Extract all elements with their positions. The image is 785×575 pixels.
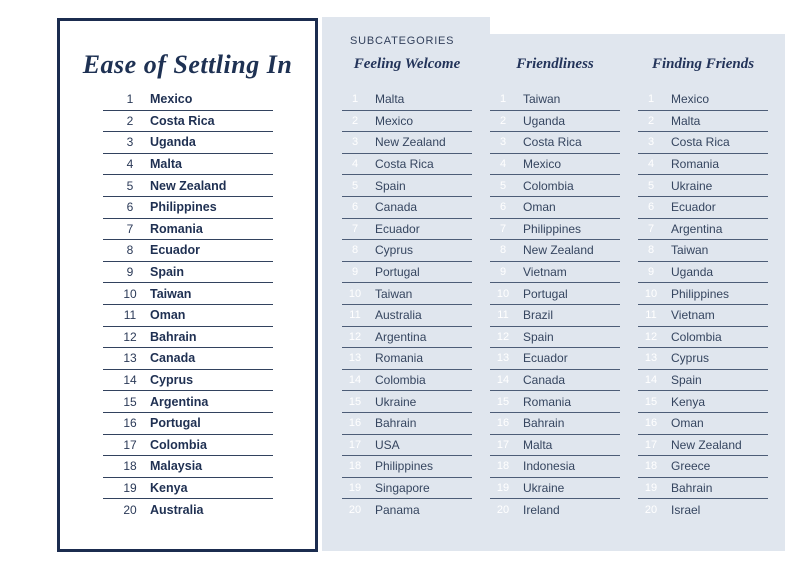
country-name: Bahrain: [671, 480, 713, 495]
country-name: Indonesia: [523, 459, 576, 474]
country-name: Taiwan: [523, 92, 561, 107]
ranking-row: [490, 327, 620, 349]
country-name: Philippines: [150, 200, 217, 215]
ranking-row: [342, 154, 472, 176]
ranking-row: [103, 175, 273, 197]
country-name: Malta: [150, 157, 182, 172]
country-name: Ecuador: [375, 221, 420, 236]
rank-number: 13: [123, 351, 137, 366]
ranking-row: [342, 240, 472, 262]
country-name: Oman: [671, 416, 704, 431]
ranking-row: [638, 435, 768, 457]
ranking-row: [490, 435, 620, 457]
country-name: Costa Rica: [671, 135, 730, 150]
ranking-row: [490, 370, 620, 392]
ranking-row: [342, 413, 472, 435]
subcategory-list-feeling-welcome: [342, 89, 472, 521]
rank-number: 20: [496, 504, 510, 517]
country-name: Philippines: [375, 459, 434, 474]
country-name: Ecuador: [150, 243, 201, 258]
ranking-row: [103, 197, 273, 219]
rank-number: 7: [351, 222, 359, 235]
ranking-row: [103, 478, 273, 500]
country-name: Uganda: [150, 135, 196, 150]
rank-number: 20: [348, 504, 362, 517]
ranking-row: [103, 370, 273, 392]
rank-number: 5: [351, 179, 359, 192]
rank-number: 1: [647, 93, 655, 106]
rank-number: 17: [644, 438, 658, 451]
rank-number: 1: [126, 92, 134, 107]
rank-number: 5: [647, 179, 655, 192]
country-name: Colombia: [671, 329, 722, 344]
rank-number: 13: [348, 352, 362, 365]
rank-number: 16: [496, 417, 510, 430]
country-name: New Zealand: [671, 437, 742, 452]
ranking-row: [103, 391, 273, 413]
ranking-row: [490, 478, 620, 500]
country-name: Romania: [523, 394, 572, 409]
rank-number: 7: [126, 221, 134, 236]
rank-number: 18: [123, 459, 137, 474]
rank-number: 4: [499, 158, 507, 171]
rank-number: 3: [499, 136, 507, 149]
rank-number: 16: [348, 417, 362, 430]
ranking-row: [103, 413, 273, 435]
ranking-row: [103, 305, 273, 327]
ranking-row: [638, 305, 768, 327]
country-name: Costa Rica: [375, 157, 434, 172]
country-name: Malta: [671, 113, 701, 128]
ranking-row: [103, 499, 273, 521]
rank-number: 12: [496, 330, 510, 343]
ranking-row: [638, 327, 768, 349]
country-name: Uganda: [523, 113, 566, 128]
ranking-row: [638, 391, 768, 413]
rank-number: 2: [126, 113, 134, 128]
ranking-row: [342, 197, 472, 219]
ranking-row: [342, 435, 472, 457]
rank-number: 9: [499, 266, 507, 279]
rank-number: 18: [644, 460, 658, 473]
ranking-row: [103, 111, 273, 133]
country-name: Ukraine: [375, 394, 417, 409]
country-name: Kenya: [150, 480, 188, 495]
ranking-row: [490, 175, 620, 197]
rank-number: 4: [126, 157, 134, 172]
rank-number: 2: [351, 114, 359, 127]
country-name: Greece: [671, 459, 711, 474]
country-name: USA: [375, 437, 400, 452]
rank-number: 5: [499, 179, 507, 192]
rank-number: 11: [497, 309, 509, 322]
rank-number: 9: [351, 266, 359, 279]
ranking-row: [342, 348, 472, 370]
ranking-row: [490, 456, 620, 478]
country-name: Colombia: [523, 178, 574, 193]
country-name: Oman: [150, 308, 186, 323]
rank-number: 6: [351, 201, 359, 214]
ranking-row: [103, 348, 273, 370]
ranking-row: [342, 305, 472, 327]
rank-number: 20: [123, 503, 137, 518]
ranking-row: [638, 240, 768, 262]
subcategories-label: SUBCATEGORIES: [350, 35, 455, 47]
country-name: Cyprus: [671, 351, 710, 366]
rank-number: 17: [123, 437, 137, 452]
ranking-row: [103, 132, 273, 154]
ranking-row: [342, 89, 472, 111]
ranking-row: [490, 197, 620, 219]
ranking-row: [342, 175, 472, 197]
ranking-row: [103, 283, 273, 305]
country-name: Brazil: [523, 308, 554, 323]
ranking-row: [490, 262, 620, 284]
rank-number: 14: [496, 374, 510, 387]
ranking-row: [103, 327, 273, 349]
ranking-row: [342, 370, 472, 392]
rank-number: 3: [126, 135, 134, 150]
ranking-row: [103, 456, 273, 478]
ranking-row: [490, 154, 620, 176]
country-name: New Zealand: [375, 135, 446, 150]
country-name: Costa Rica: [150, 113, 215, 128]
ranking-row: [342, 478, 472, 500]
rank-number: 11: [123, 308, 137, 323]
country-name: Colombia: [150, 437, 207, 452]
ranking-row: [103, 154, 273, 176]
ranking-row: [490, 111, 620, 133]
ranking-row: [638, 456, 768, 478]
ranking-row: [490, 499, 620, 521]
country-name: Canada: [150, 351, 196, 366]
ranking-row: [638, 132, 768, 154]
country-name: Malta: [523, 437, 553, 452]
ranking-row: [342, 219, 472, 241]
country-name: Singapore: [375, 480, 430, 495]
country-name: Romania: [671, 157, 720, 172]
rank-number: 4: [647, 158, 655, 171]
country-name: Vietnam: [671, 308, 715, 323]
rank-number: 8: [499, 244, 507, 257]
ranking-row: [342, 111, 472, 133]
ranking-row: [638, 175, 768, 197]
ranking-row: [638, 154, 768, 176]
rank-number: 11: [349, 309, 361, 322]
rank-number: 13: [496, 352, 510, 365]
country-name: Ukraine: [523, 480, 565, 495]
rank-number: 18: [348, 460, 362, 473]
ranking-row: [342, 262, 472, 284]
rank-number: 8: [126, 243, 134, 258]
country-name: New Zealand: [150, 178, 227, 193]
rank-number: 19: [123, 480, 137, 495]
country-name: Ecuador: [523, 351, 568, 366]
country-name: Taiwan: [150, 286, 192, 301]
country-name: Kenya: [671, 394, 706, 409]
rank-number: 6: [647, 201, 655, 214]
rank-number: 14: [644, 374, 658, 387]
ranking-row: [490, 305, 620, 327]
country-name: Ireland: [523, 503, 560, 518]
rank-number: 7: [647, 222, 655, 235]
country-name: Australia: [375, 308, 422, 323]
rank-number: 16: [123, 416, 137, 431]
rank-number: 6: [499, 201, 507, 214]
rank-number: 20: [644, 504, 658, 517]
ranking-row: [490, 413, 620, 435]
ranking-row: [342, 132, 472, 154]
country-name: Romania: [375, 351, 424, 366]
rank-number: 10: [644, 287, 658, 300]
country-name: Spain: [150, 265, 185, 280]
ranking-row: [103, 240, 273, 262]
rank-number: 19: [496, 481, 510, 494]
rank-number: 12: [644, 330, 658, 343]
country-name: Argentina: [375, 329, 427, 344]
ranking-row: [638, 413, 768, 435]
rank-number: 14: [123, 373, 137, 388]
country-name: New Zealand: [523, 243, 594, 258]
ranking-row: [490, 132, 620, 154]
rank-number: 3: [647, 136, 655, 149]
ranking-row: [103, 89, 273, 111]
subcategory-title-feeling-welcome: Feeling Welcome: [353, 56, 461, 72]
country-name: Philippines: [671, 286, 730, 301]
country-name: Canada: [523, 373, 566, 388]
rank-number: 12: [348, 330, 362, 343]
rank-number: 19: [348, 481, 362, 494]
rank-number: 10: [123, 286, 137, 301]
country-name: Argentina: [671, 221, 723, 236]
country-name: Mexico: [375, 113, 414, 128]
rank-number: 9: [126, 265, 134, 280]
ranking-row: [342, 456, 472, 478]
main-ranking-title: Ease of Settling In: [82, 50, 293, 79]
ranking-row: [638, 499, 768, 521]
country-name: Ukraine: [671, 178, 713, 193]
ranking-row: [490, 348, 620, 370]
ranking-row: [103, 262, 273, 284]
rank-number: 12: [123, 329, 137, 344]
country-name: Israel: [671, 503, 701, 518]
country-name: Ecuador: [671, 200, 716, 215]
ranking-row: [342, 499, 472, 521]
subcategory-title-finding-friends: Finding Friends: [651, 56, 755, 72]
country-name: Bahrain: [375, 416, 417, 431]
rank-number: 1: [351, 93, 359, 106]
country-name: Malta: [375, 92, 405, 107]
ranking-row: [638, 283, 768, 305]
rank-number: 17: [348, 438, 362, 451]
subcategories-tab: [322, 17, 490, 35]
rank-number: 10: [496, 287, 510, 300]
rank-number: 14: [348, 374, 362, 387]
rank-number: 15: [644, 395, 658, 408]
country-name: Mexico: [523, 157, 562, 172]
country-name: Uganda: [671, 265, 714, 280]
country-name: Taiwan: [671, 243, 709, 258]
rank-number: 19: [644, 481, 658, 494]
country-name: Australia: [150, 503, 204, 518]
rank-number: 11: [645, 309, 657, 322]
rank-number: 1: [499, 93, 507, 106]
ranking-row: [638, 478, 768, 500]
ranking-row: [638, 89, 768, 111]
country-name: Colombia: [375, 373, 426, 388]
ranking-row: [490, 391, 620, 413]
ranking-row: [638, 219, 768, 241]
ranking-row: [490, 240, 620, 262]
rank-number: 2: [499, 114, 507, 127]
country-name: Cyprus: [150, 373, 194, 388]
country-name: Spain: [523, 329, 554, 344]
main-ranking-list: [103, 89, 273, 521]
country-name: Panama: [375, 503, 420, 518]
rank-number: 18: [496, 460, 510, 473]
country-name: Portugal: [150, 416, 201, 431]
rank-number: 13: [644, 352, 658, 365]
country-name: Philippines: [523, 221, 582, 236]
rank-number: 4: [351, 158, 359, 171]
ranking-row: [638, 111, 768, 133]
ranking-row: [638, 370, 768, 392]
rank-number: 10: [348, 287, 362, 300]
ranking-row: [490, 89, 620, 111]
rank-number: 9: [647, 266, 655, 279]
country-name: Vietnam: [523, 265, 567, 280]
country-name: Portugal: [375, 265, 420, 280]
ranking-row: [490, 219, 620, 241]
country-name: Canada: [375, 200, 418, 215]
rank-number: 8: [647, 244, 655, 257]
country-name: Argentina: [150, 394, 209, 409]
subcategory-title-friendliness: Friendliness: [516, 56, 594, 72]
ranking-row: [638, 262, 768, 284]
country-name: Costa Rica: [523, 135, 582, 150]
ranking-row: [638, 197, 768, 219]
rank-number: 15: [348, 395, 362, 408]
ranking-row: [103, 435, 273, 457]
rank-number: 3: [351, 136, 359, 149]
country-name: Cyprus: [375, 243, 414, 258]
country-name: Spain: [671, 373, 702, 388]
ranking-row: [342, 327, 472, 349]
country-name: Mexico: [150, 92, 193, 107]
country-name: Portugal: [523, 286, 568, 301]
country-name: Bahrain: [523, 416, 565, 431]
rank-number: 2: [647, 114, 655, 127]
country-name: Taiwan: [375, 286, 413, 301]
subcategory-list-friendliness: [490, 89, 620, 521]
rank-number: 15: [123, 394, 137, 409]
country-name: Mexico: [671, 92, 710, 107]
ranking-row: [103, 219, 273, 241]
country-name: Spain: [375, 178, 406, 193]
rank-number: 6: [126, 200, 134, 215]
ranking-row: [342, 391, 472, 413]
country-name: Malaysia: [150, 459, 203, 474]
ranking-row: [342, 283, 472, 305]
rank-number: 7: [499, 222, 507, 235]
ranking-row: [638, 348, 768, 370]
rank-number: 5: [126, 178, 134, 193]
country-name: Romania: [150, 221, 203, 236]
rank-number: 16: [644, 417, 658, 430]
ranking-row: [490, 283, 620, 305]
subcategory-list-finding-friends: [638, 89, 768, 521]
rank-number: 17: [496, 438, 510, 451]
country-name: Oman: [523, 200, 556, 215]
rank-number: 15: [496, 395, 510, 408]
rank-number: 8: [351, 244, 359, 257]
country-name: Bahrain: [150, 329, 197, 344]
